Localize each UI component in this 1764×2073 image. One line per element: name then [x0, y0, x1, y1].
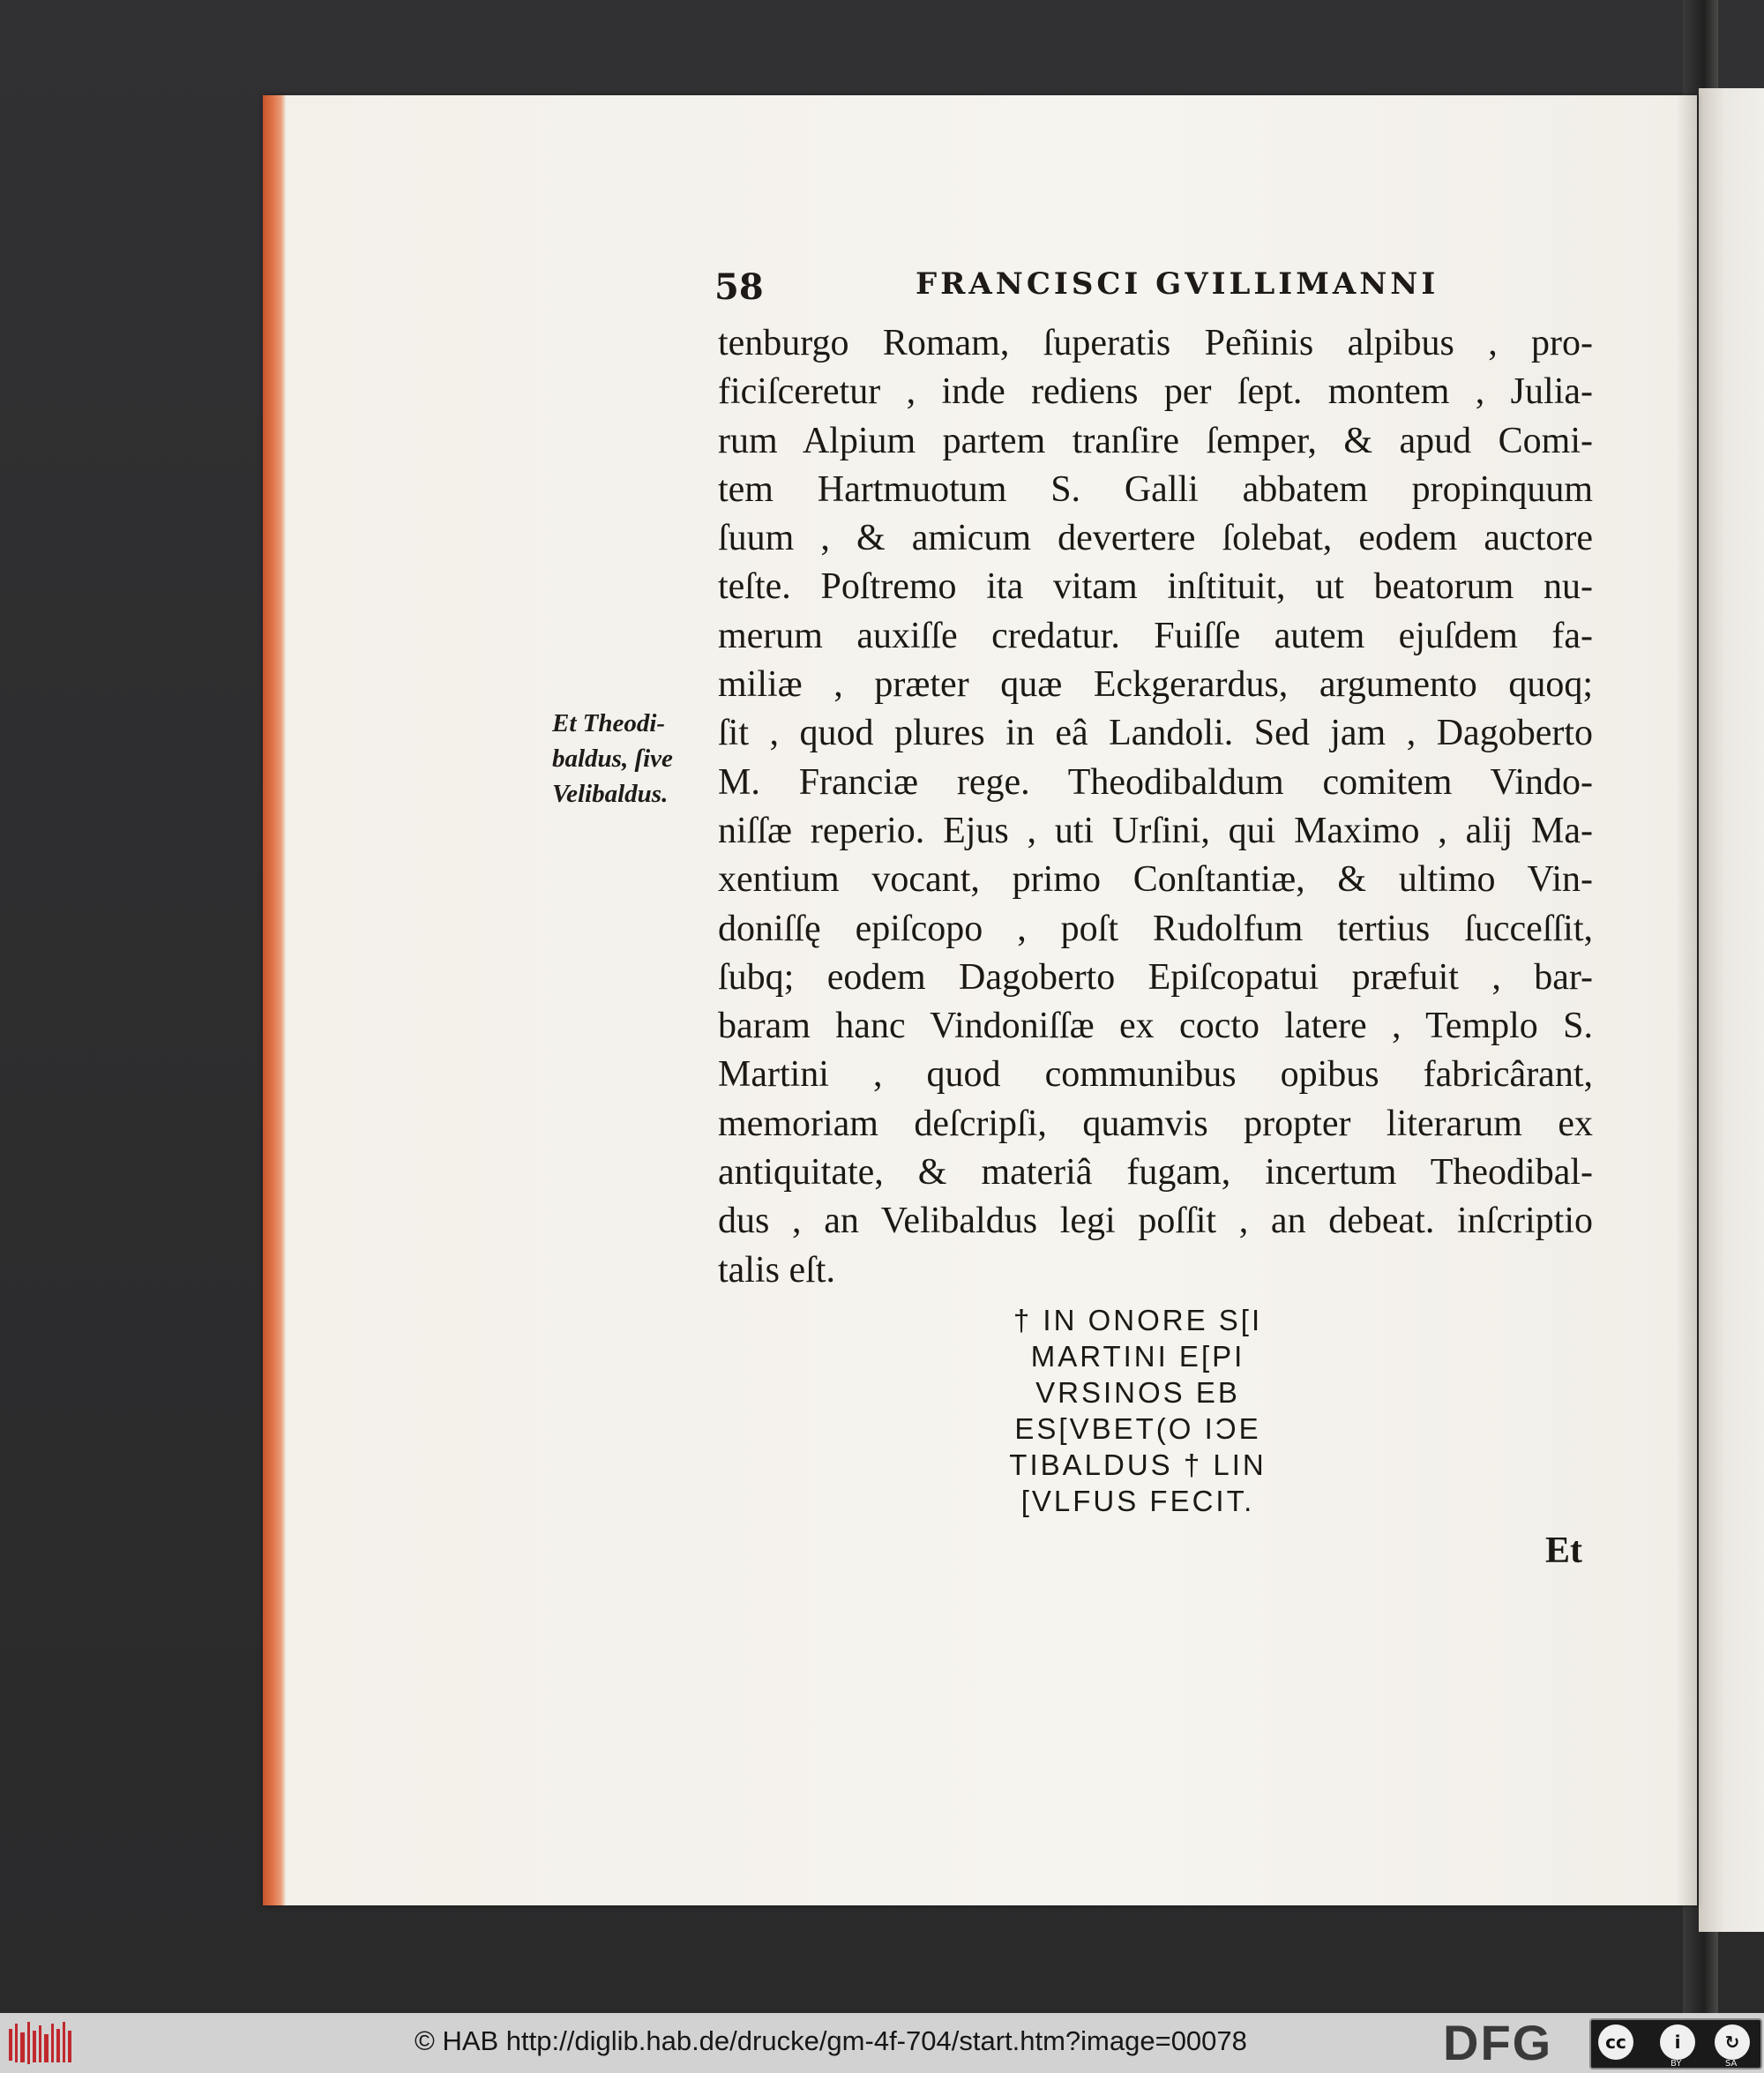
marginal-note	[552, 706, 702, 812]
library-logo-icon	[7, 2020, 74, 2066]
by-label: BY	[1671, 2059, 1682, 2069]
facing-page-edge	[1699, 88, 1764, 1932]
text-line: miliæ , præter quæ Eckgerardus, argumento quoq;	[718, 664, 1593, 706]
running-head: FRANCISCI GVILLIMANNI	[916, 266, 1439, 302]
text-line: antiquitate, & materiâ fugam, incertum Theodibal-	[718, 1152, 1593, 1194]
text-line: ſit , quod plures in eâ Landoli. Sed jam , Dagoberto	[718, 713, 1593, 754]
inscription-line: TIBALDUS † LIN	[1009, 1448, 1267, 1481]
inscription-line: [VLFUS FECIT.	[1020, 1485, 1255, 1517]
inscription-line: † IN ONORE S[I	[1013, 1304, 1263, 1336]
dfg-logo: DFG	[1443, 2015, 1553, 2070]
marginal-note-line: Velibaldus.	[552, 780, 669, 808]
inscription	[970, 1302, 1305, 1519]
marginal-note-line: baldus, ſive	[552, 745, 673, 773]
inscription-line: ES[VBET(O IƆE	[1014, 1412, 1261, 1445]
text-line: niſſæ reperio. Ejus , uti Urſini, qui Maximo , alij Ma-	[718, 810, 1593, 851]
text-line: doniſſę epiſcopo , poſt Rudolfum tertius ſucceſſit,	[718, 908, 1593, 949]
red-page-edge	[263, 95, 286, 1905]
attribution-icon: i	[1660, 2024, 1695, 2060]
text-line: tem Hartmuotum S. Galli abbatem propinquum	[718, 468, 1593, 510]
text-line: talis eſt.	[718, 1249, 835, 1291]
text-line: rum Alpium partem tranſire ſemper, & apud Comi-	[718, 420, 1593, 461]
catchword: Et	[1545, 1530, 1582, 1571]
body-text	[718, 319, 1593, 1295]
text-line: Martini , quod communibus opibus fabricârant,	[718, 1054, 1593, 1096]
text-line: M. Franciæ rege. Theodibaldum comitem Vindo-	[718, 761, 1593, 803]
share-alike-icon: ↻	[1715, 2024, 1750, 2060]
text-line: dus , an Velibaldus legi poſſit , an debeat. inſcriptio	[718, 1201, 1593, 1242]
text-line: ſubq; eodem Dagoberto Epiſcopatui præfuit , bar-	[718, 956, 1593, 998]
inscription-line: MARTINI E[PI	[1030, 1340, 1245, 1373]
copyright-url[interactable]: © HAB http://diglib.hab.de/drucke/gm-4f-704/start.htm?image=00078	[415, 2025, 1247, 2056]
text-line: merum auxiſſe credatur. Fuiſſe autem ejuſdem fa-	[718, 615, 1593, 656]
sa-label: SA	[1725, 2059, 1738, 2069]
text-line: xentium vocant, primo Conſtantiæ, & ultimo Vin-	[718, 859, 1593, 901]
marginal-note-line: Et Theodi-	[552, 709, 666, 737]
text-line: ſuum , & amicum devertere ſolebat, eodem auctore	[718, 518, 1593, 559]
footer-bar	[0, 2013, 1764, 2073]
text-line: memoriam deſcripſi, quamvis propter literarum ex	[718, 1103, 1593, 1144]
text-line: baram hanc Vindoniſſæ ex cocto latere , Templo S.	[718, 1006, 1593, 1047]
cc-license-badge[interactable]	[1589, 2018, 1762, 2069]
page-gutter-shadow	[1676, 95, 1697, 1905]
inscription-line: VRSINOS EB	[1035, 1376, 1240, 1409]
cc-icon: cc	[1598, 2024, 1633, 2060]
text-line: teſte. Poſtremo ita vitam inſtituit, ut beatorum nu-	[718, 566, 1593, 608]
page-number: 58	[714, 266, 764, 308]
text-line: tenburgo Romam, ſuperatis Peñinis alpibus , pro-	[718, 323, 1593, 363]
text-line: ficiſceretur , inde rediens per ſept. montem , Julia-	[718, 371, 1593, 413]
